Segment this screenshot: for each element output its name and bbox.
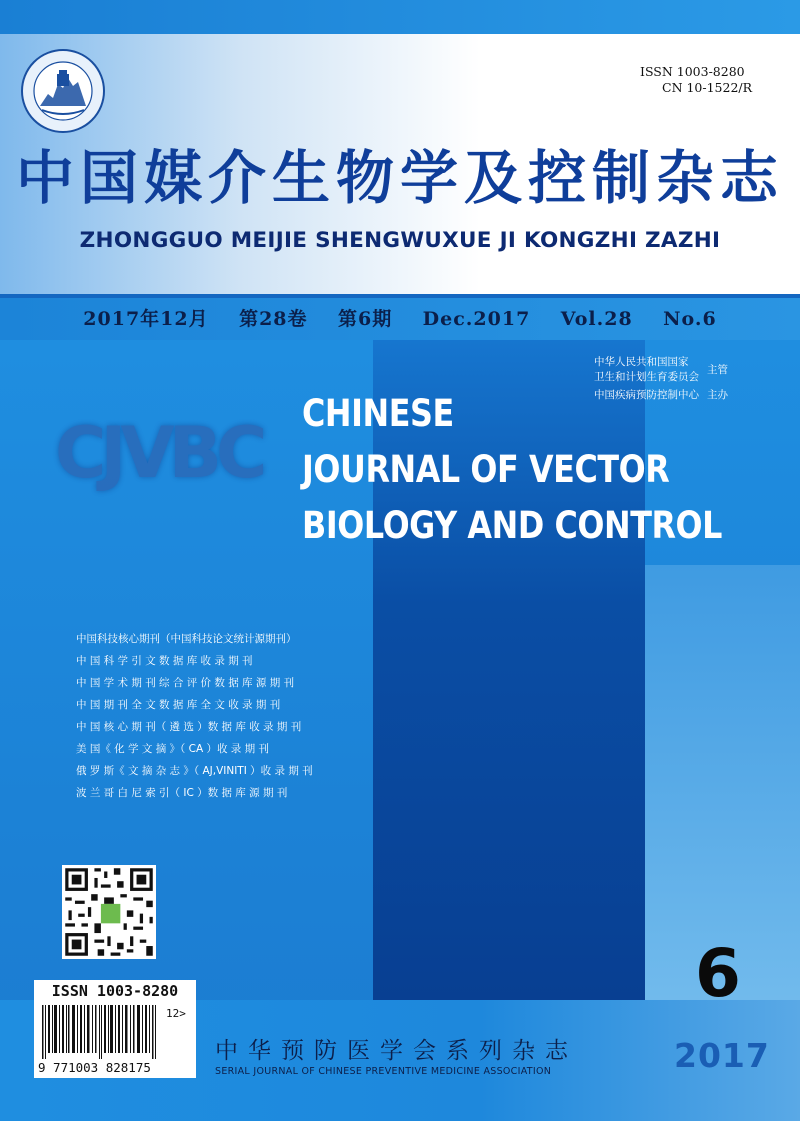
pinyin-title: ZHONGGUO MEIJIE SHENGWUXUE JI KONGZHI ZAZHI [79, 228, 721, 253]
barcode-digits: 9 771003 828175 [38, 1060, 151, 1075]
qr-code-icon [62, 865, 156, 959]
indexing-item: 中 国 期 刊 全 文 数 据 库 全 文 收 录 期 刊 [76, 699, 281, 711]
barcode-addon: 12> [166, 1007, 186, 1020]
series-english: SERIAL JOURNAL OF CHINESE PREVENTIVE MEDICINE ASSOCIATION [215, 1066, 552, 1077]
sponsor-role: 主办 [707, 389, 728, 401]
english-title [302, 386, 722, 554]
sponsor-row [594, 388, 728, 403]
barcode-issn: ISSN 1003-8280 [51, 982, 179, 1000]
indexing-item: 波 兰 哥 白 尼 索 引（ IC ）数 据 库 源 期 刊 [76, 787, 288, 799]
issue-year: 2017 [674, 1036, 770, 1075]
indexing-item: 中 国 科 学 引 文 数 据 库 收 录 期 刊 [76, 655, 253, 667]
english-title-line-2: JOURNAL OF VECTOR [302, 448, 670, 491]
association-logo [20, 48, 106, 134]
chinese-title: 中国媒介生物学及控制杂志 [15, 144, 784, 212]
issue-info: 2017年12月 第28卷 第6期 Dec.2017 Vol.28 No.6 [83, 308, 717, 330]
indexing-list [76, 628, 313, 804]
sponsor-org: 卫生和计划生育委员会 [594, 371, 699, 383]
sponsor-role: 主管 [707, 363, 728, 376]
sponsor-org: 中国疾病预防控制中心 [594, 389, 699, 401]
sponsor-row [594, 355, 728, 385]
sponsor-org: 中华人民共和国国家 [594, 356, 689, 368]
issn-text: ISSN 1003-8280 [640, 64, 745, 79]
top-color-band [0, 0, 800, 34]
english-title-line-3: BIOLOGY AND CONTROL [302, 504, 723, 547]
barcode-icon [42, 1005, 162, 1059]
indexing-item: 中 国 核 心 期 刊（ 遴 选 ）数 据 库 收 录 期 刊 [76, 721, 302, 733]
indexing-item: 美 国《 化 学 文 摘 》（ CA ）收 录 期 刊 [76, 743, 269, 755]
journal-abbreviation: CJVBC [55, 412, 262, 494]
series-chinese: 中华预防医学会系列杂志 [215, 1038, 578, 1064]
cn-text: CN 10-1522/R [662, 80, 753, 95]
english-title-line-1: CHINESE [302, 392, 454, 435]
issn-cn-block [640, 64, 752, 96]
indexing-item: 中国科技核心期刊（中国科技论文统计源期刊） [76, 633, 297, 645]
indexing-item: 俄 罗 斯《 文 摘 杂 志 》（ AJ,VINITI ）收 录 期 刊 [76, 765, 313, 777]
indexing-item: 中 国 学 术 期 刊 综 合 评 价 数 据 库 源 期 刊 [76, 677, 295, 689]
issue-number: 6 [695, 935, 741, 1012]
sponsors-block [594, 355, 728, 403]
